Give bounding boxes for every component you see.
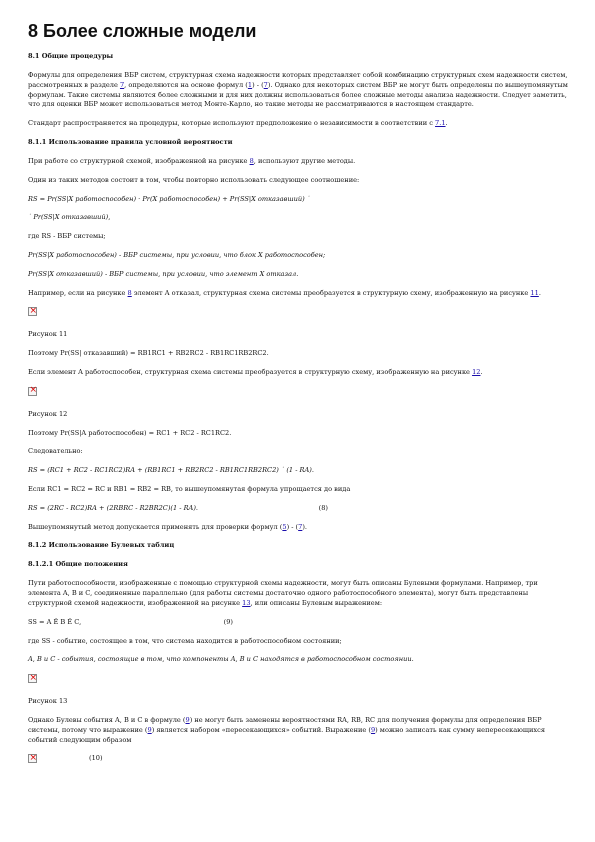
paragraph bbox=[28, 368, 568, 378]
paragraph bbox=[28, 523, 568, 533]
paragraph bbox=[28, 289, 568, 299]
link-section-7-1[interactable]: 7.1 bbox=[435, 119, 446, 128]
text: Пути работоспособности, изображенные с помощью структурной схемы надежности, могут быть описаны Булевыми формулами. Например, три элемента A, B и C, соединенные параллельно (для работы системы достаточно одного работоспособного элемента), могут быть представлены структурной схемой надежности, изображенной на рисунке bbox=[28, 579, 538, 607]
text: , или описаны Булевым выражением: bbox=[250, 598, 383, 607]
broken-image-icon bbox=[28, 307, 37, 316]
figure-caption: Рисунок 11 bbox=[28, 330, 68, 339]
section-heading-8-1-1: 8.1.1 Использование правила условной вероятности bbox=[28, 137, 233, 146]
link-section-7[interactable]: 7 bbox=[119, 80, 125, 89]
paragraph bbox=[28, 119, 568, 129]
equation-row bbox=[28, 754, 568, 773]
text: ). Однако для некоторых систем ВБР не могут быть определены по вышеупомянутым формулам. Такие системы являются более сложными и для них должны использоваться более сложные методы анализа надежности. Следует заметить, что для оценки ВБР может использоваться метод Монте-Карло, но такие методы не рассматриваются в настоящем стандарте. bbox=[28, 80, 568, 109]
broken-image-icon bbox=[28, 387, 37, 396]
section-heading-8-1-2-1: 8.1.2.1 Общие положения bbox=[28, 560, 128, 569]
text: ) - ( bbox=[252, 80, 264, 89]
equation-number: (10) bbox=[89, 754, 103, 763]
link-figure-8[interactable]: 8 bbox=[249, 156, 254, 165]
link-formula-1[interactable]: 1 bbox=[247, 80, 253, 89]
paragraph: A, B и C - события, состоящие в том, что компоненты A, B и C находятся в работоспособном состоянии. bbox=[28, 655, 414, 664]
equation-number: (9) bbox=[223, 617, 233, 626]
link-formula-9[interactable]: 9 bbox=[185, 715, 190, 724]
document-page bbox=[28, 20, 568, 773]
page-title: 8 Более сложные модели bbox=[28, 21, 257, 41]
equation-row bbox=[28, 618, 233, 628]
paragraph bbox=[28, 579, 568, 608]
equation-continuation: ˙ Pr(SS|X отказавший), bbox=[28, 213, 111, 222]
paragraph bbox=[28, 71, 568, 110]
equation-row bbox=[28, 504, 328, 514]
text: Вышеупомянутый метод допускается применять для проверки формул ( bbox=[28, 522, 283, 531]
paragraph: где SS - событие, состоящее в том, что система находится в работоспособном состоянии; bbox=[28, 636, 342, 645]
figure-caption: Рисунок 13 bbox=[28, 697, 68, 706]
text: , определяются на основе формул ( bbox=[124, 80, 248, 89]
text: При работе со структурной схемой, изображенной на рисунке bbox=[28, 156, 250, 165]
text: ) не могут быть заменены вероятностями RA, RB, RC для получения формулы для определения ВБР системы, потому что выражение ( bbox=[28, 715, 542, 734]
link-formula-7[interactable]: 7 bbox=[263, 80, 268, 89]
paragraph: Следовательно: bbox=[28, 447, 83, 456]
link-formula-7[interactable]: 7 bbox=[298, 522, 303, 531]
text: . bbox=[538, 288, 541, 297]
link-formula-5[interactable]: 5 bbox=[282, 522, 287, 531]
equation: RS = Pr(SS|X работоспособен) · Pr(X работоспособен) + Pr(SS|X отказавший) ˙ bbox=[28, 194, 311, 203]
definition: Pr(SS|X работоспособен) - ВБР системы, при условии, что блок X работоспособен; bbox=[28, 250, 326, 259]
text: Однако Булевы события A, B и C в формуле ( bbox=[28, 715, 186, 724]
text: . bbox=[445, 119, 448, 128]
link-figure-13[interactable]: 13 bbox=[242, 598, 251, 607]
link-figure-11[interactable]: 11 bbox=[530, 288, 539, 297]
text: ) является набором «пересекающихся» событий. Выражение ( bbox=[151, 725, 371, 734]
text: Формулы для определения ВБР систем, структурная схема надежности которых представляет собой комбинацию структурных схем надежности систем, рассмотренных в разделе bbox=[28, 71, 568, 89]
text: Например, если на рисунке bbox=[28, 288, 128, 297]
text: ) можно записать как сумму непересекающихся событий следующим образом bbox=[28, 725, 545, 744]
paragraph: Поэтому Pr(SS| отказавший) = RB1RC1 + RB2RC2 - RB1RC1RB2RC2. bbox=[28, 349, 269, 358]
paragraph bbox=[28, 716, 568, 745]
broken-image-icon bbox=[28, 674, 37, 683]
section-heading-8-1-2: 8.1.2 Использование Булевых таблиц bbox=[28, 541, 175, 550]
text: элемент A отказал, структурная схема системы преобразуется в структурную схему, изображенную на рисунке bbox=[131, 288, 531, 297]
link-figure-8[interactable]: 8 bbox=[127, 288, 132, 297]
link-formula-9[interactable]: 9 bbox=[147, 725, 152, 734]
text: ). bbox=[302, 522, 308, 531]
text: , используют другие методы. bbox=[253, 156, 356, 165]
section-heading-8-1: 8.1 Общие процедуры bbox=[28, 52, 114, 60]
paragraph: Если RC1 = RC2 = RC и RB1 = RB2 = RB, то вышеупомянутая формула упрощается до вида bbox=[28, 484, 351, 493]
link-figure-12[interactable]: 12 bbox=[472, 367, 481, 376]
paragraph bbox=[28, 157, 568, 167]
equation: RS = (2RC - RC2)RA + (2RBRC - R2BR2C)(1 - RA). bbox=[28, 503, 198, 512]
text: Если элемент A работоспособен, структурная схема системы преобразуется в структурную схему, изображенную на рисунке bbox=[28, 367, 473, 376]
link-formula-9[interactable]: 9 bbox=[370, 725, 376, 734]
text: Стандарт распространяется на процедуры, которые используют предположение о независимости в соответствии с bbox=[28, 119, 436, 128]
paragraph: где RS - ВБР системы; bbox=[28, 232, 106, 241]
equation: SS = A Ě B Ě C, bbox=[28, 617, 82, 626]
broken-image-icon bbox=[28, 754, 37, 763]
paragraph: Один из таких методов состоит в том, чтобы повторно использовать следующее соотношение: bbox=[28, 175, 360, 184]
equation-number: (8) bbox=[318, 503, 328, 512]
equation: RS = (RC1 + RC2 - RC1RC2)RA + (RB1RC1 + RB2RC2 - RB1RC1RB2RC2) ˙ (1 - RA). bbox=[28, 466, 314, 475]
figure-caption: Рисунок 12 bbox=[28, 409, 68, 418]
text: ) - ( bbox=[286, 522, 299, 531]
text: . bbox=[480, 367, 483, 376]
paragraph: Поэтому Pr(SS|A работоспособен) = RC1 + RC2 - RC1RC2. bbox=[28, 428, 232, 437]
definition: Pr(SS|X отказавший) - ВБР системы, при условии, что элемент X отказал. bbox=[28, 269, 299, 278]
